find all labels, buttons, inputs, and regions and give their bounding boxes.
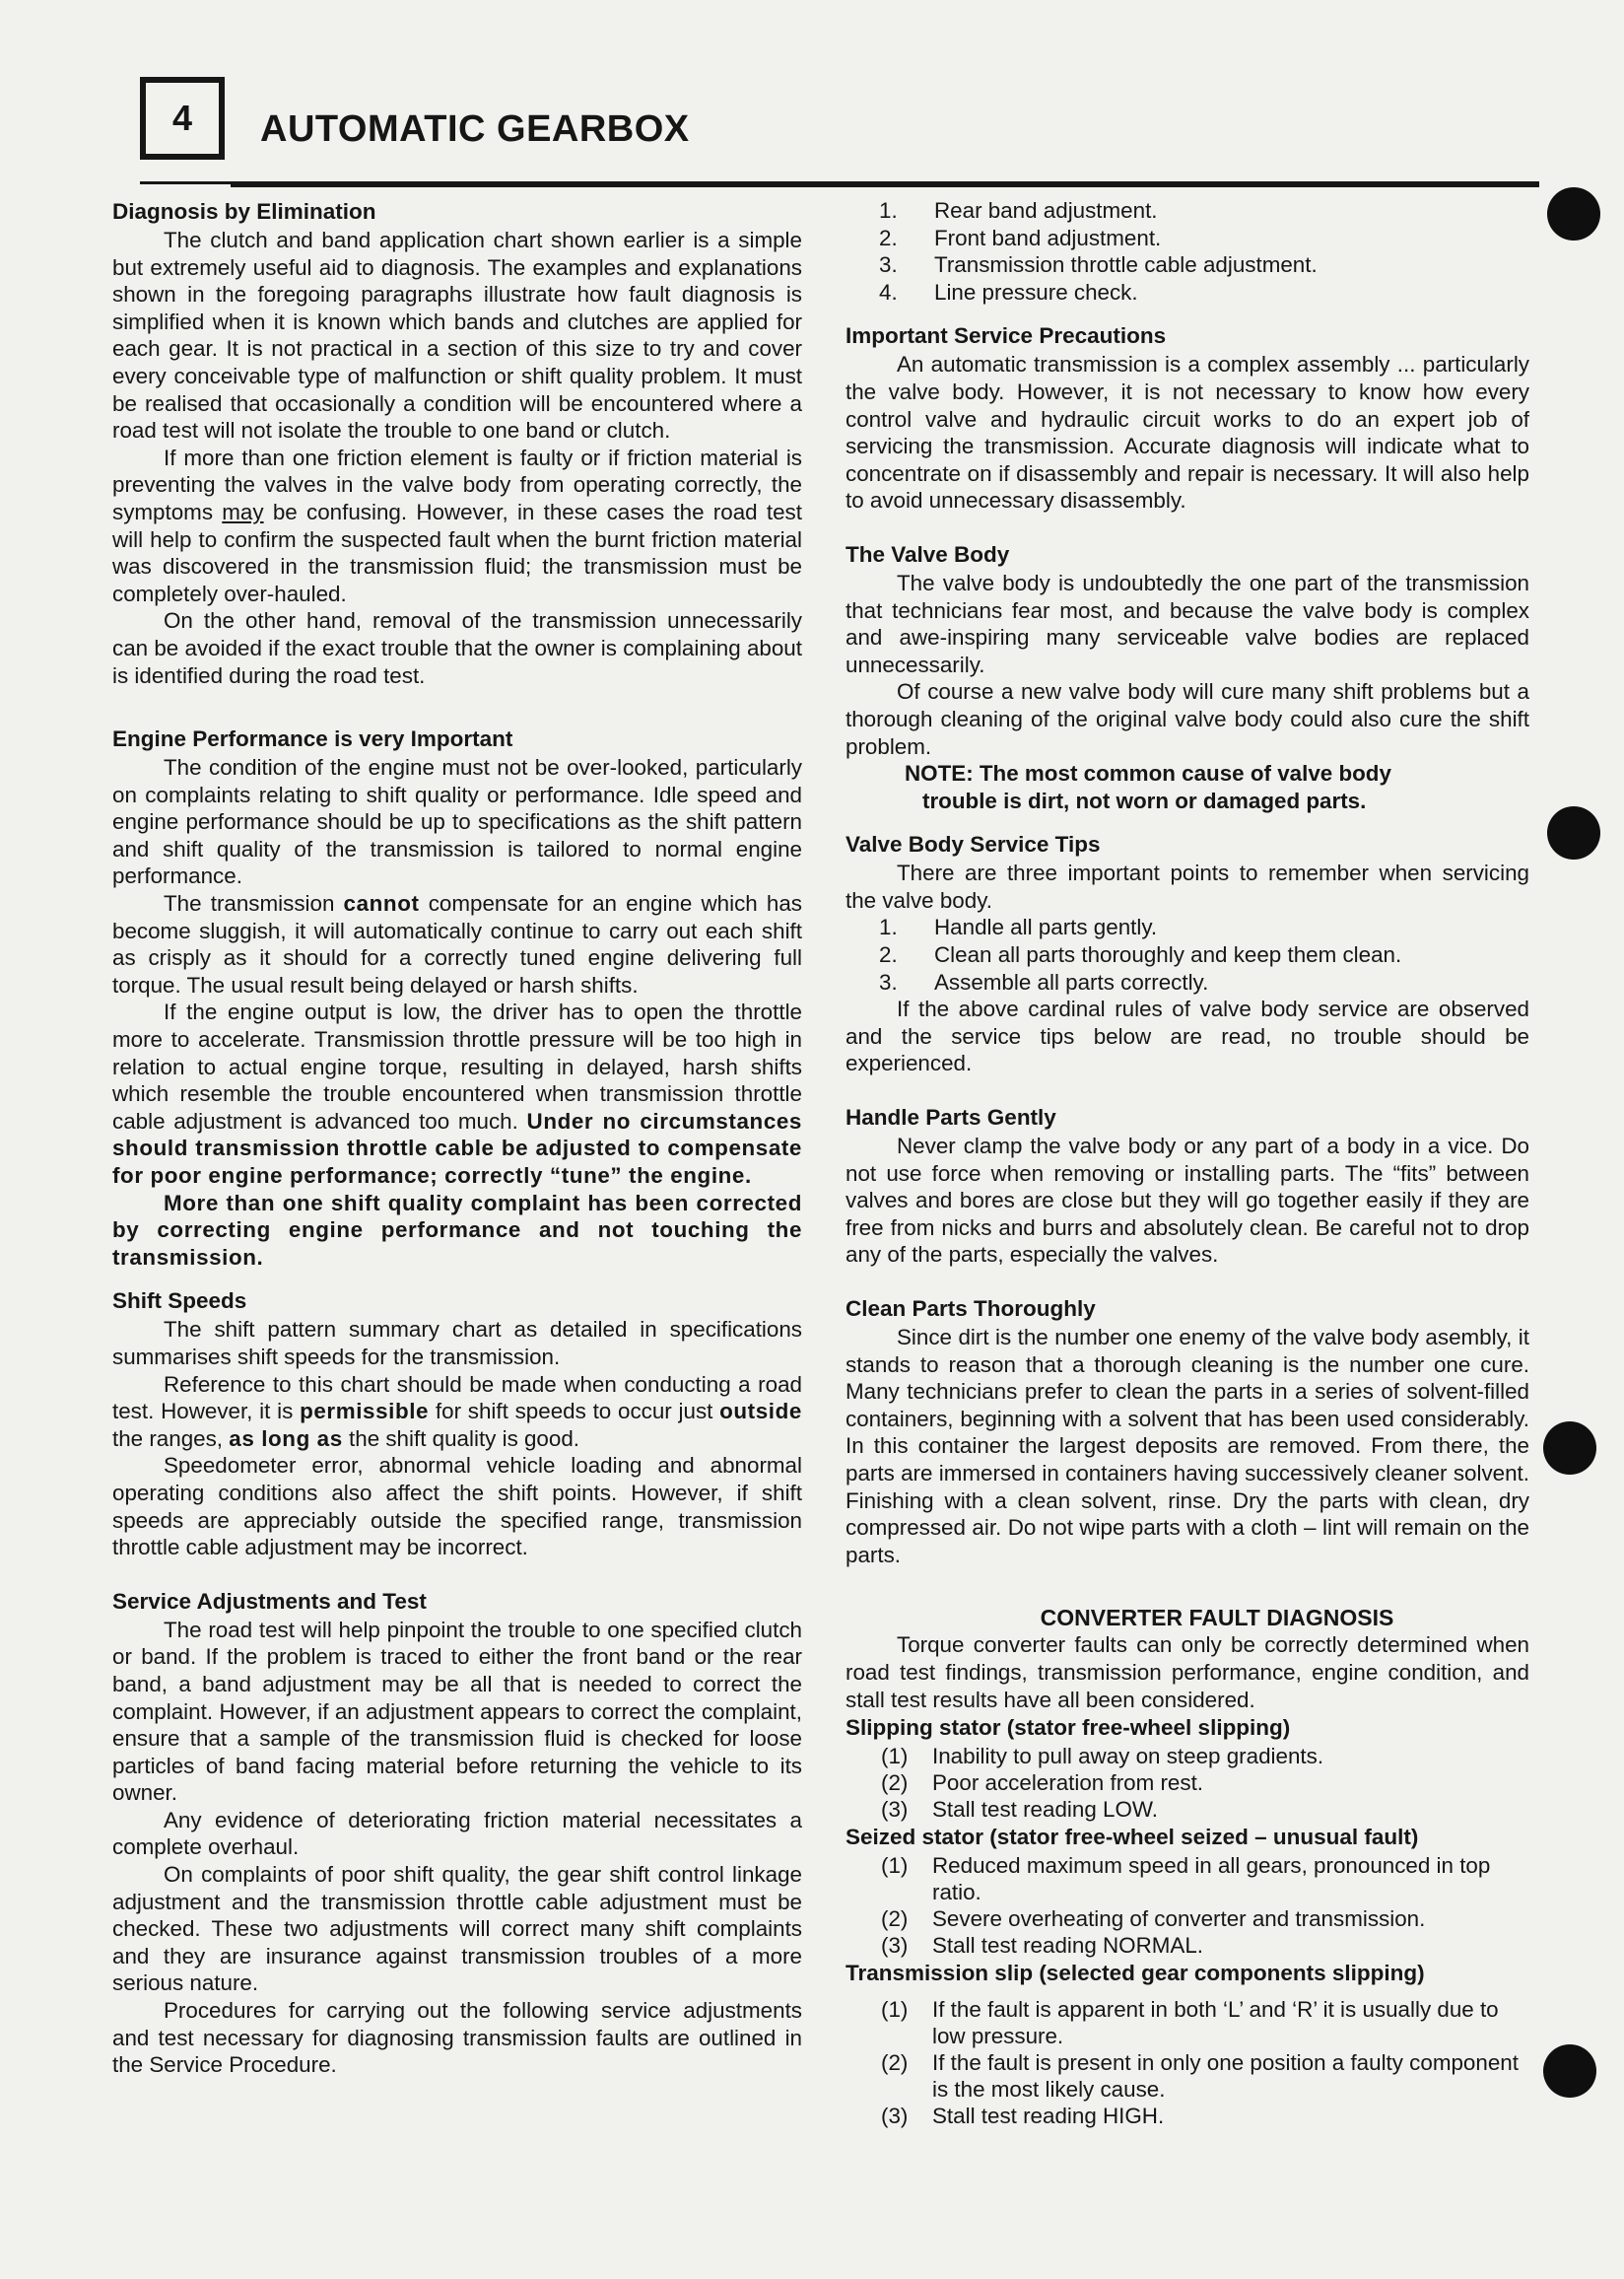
paragraph: Never clamp the valve body or any part of a body in a vice. Do not use force when removing or installing parts. The “fits” between valves and bores are close but they will go together easily if they are free from nicks and burrs and absolutely clean. Be careful not to drop any of the parts, especially the valves.: [846, 1134, 1529, 1268]
paragraph: If the engine output is low, the driver has to open the throttle more to accelerate. Transmission throttle pressure will be too high in relation to actual engine torque, resulting in delayed, harsh shifts which resemble the trouble encountered when transmission throttle cable adjustment is advanced too much. Under no circumstances should transmission throttle cable be adjusted to compensate for poor engine performance; correctly “tune” the engine.: [112, 1000, 802, 1188]
paragraph: On complaints of poor shift quality, the gear shift control linkage adjustment and the transmission throttle cable adjustment must be checked. These two adjustments will correct many shift complaints and they are insurance against transmission troubles of a more serious nature.: [112, 1862, 802, 1996]
right-column: [846, 197, 1529, 2129]
heading-valve-body: The Valve Body: [846, 541, 1010, 567]
list-item: (3) Stall test reading LOW.: [881, 1797, 1158, 1823]
list-item: 1. Handle all parts gently.: [879, 915, 1158, 940]
emphasis: Under no circumstances should transmission throttle cable be adjusted to compensate for poor engine performance; correctly “tune” the engine.: [112, 1108, 802, 1188]
list-item: 3. Transmission throttle cable adjustment.: [879, 252, 1318, 278]
paragraph: Reference to this chart should be made when conducting a road test. However, it is permissible for shift speeds to occur just outside the ranges, as long as the shift quality is good.: [112, 1371, 802, 1451]
paragraph: If more than one friction element is faulty or if friction material is preventing the valves in the valve body from operating correctly, the symptoms may be confusing. However, in these cases the road test will help to confirm the suspected fault when the burnt friction material was discovered in the transmission fluid; the transmission must be completely over-hauled.: [112, 445, 802, 606]
paragraph: Any evidence of deteriorating friction material necessitates a complete overhaul.: [112, 1807, 802, 1860]
binder-hole-4: [1543, 2044, 1596, 2098]
paragraph: The shift pattern summary chart as detailed in specifications summarises shift speeds for the transmission.: [112, 1317, 802, 1369]
paragraph: The transmission cannot compensate for an engine which has become sluggish, it will automatically continue to carry out each shift as crisply as it should for a correctly tuned engine delivering full torque. The usual result being delayed or harsh shifts.: [112, 891, 802, 998]
chapter-number-box: [140, 77, 225, 160]
emphasis: cannot: [343, 891, 420, 917]
paragraph: On the other hand, removal of the transmission unnecessarily can be avoided if the exact trouble that the owner is complaining about is identified during the road test.: [112, 608, 802, 688]
list-item: (2) Severe overheating of converter and transmission.: [881, 1906, 1426, 1932]
list-item: 4. Line pressure check.: [879, 279, 1138, 305]
paragraph: Torque converter faults can only be correctly determined when road test findings, transmission performance, engine condition, and stall test results have all been considered.: [846, 1632, 1529, 1712]
emphasis: outside: [719, 1399, 802, 1424]
paragraph: The valve body is undoubtedly the one part of the transmission that technicians fear most, and because the valve body is complex and awe-inspiring many serviceable valve bodies are replaced unnecessarily.: [846, 570, 1529, 677]
heading-slipping-stator: Slipping stator (stator free-wheel slipping): [846, 1715, 1291, 1741]
binder-hole-2: [1547, 806, 1600, 860]
header-rule-left: [140, 181, 231, 184]
list-item: (3) Stall test reading HIGH.: [881, 2104, 1165, 2129]
heading-engine-performance: Engine Performance is very Important: [112, 726, 513, 752]
paragraph: Of course a new valve body will cure many shift problems but a thorough cleaning of the original valve body could also cure the shift problem.: [846, 679, 1529, 759]
binder-hole-1: [1547, 187, 1600, 241]
heading-precautions: Important Service Precautions: [846, 323, 1167, 349]
heading-converter-fault: CONVERTER FAULT DIAGNOSIS: [1040, 1605, 1394, 1631]
heading-diagnosis: Diagnosis by Elimination: [112, 199, 376, 224]
chapter-number: 4: [171, 98, 193, 138]
paragraph: There are three important points to remember when servicing the valve body.: [846, 861, 1529, 913]
list-item: (1) Inability to pull away on steep gradients.: [881, 1744, 1324, 1769]
paragraph: The condition of the engine must not be over-looked, particularly on complaints relating to shift quality or performance. Idle speed and engine performance should be up to specifications as the shift pattern and shift quality of the transmission is tailored to normal engine performance.: [112, 755, 802, 889]
list-item: 2. Clean all parts thoroughly and keep them clean.: [879, 942, 1402, 968]
heading-handle-parts: Handle Parts Gently: [846, 1105, 1056, 1131]
paragraph: Since dirt is the number one enemy of the valve body asembly, it stands to reason that a thorough cleaning is the number one cure. Many technicians prefer to clean the parts in a series of solvent-filled containers, beginning with a solvent that has been used considerably. In this container the largest deposits are removed. From there, the parts are immersed in containers having successively cleaner solvent. Finishing with a clean solvent, rinse. Dry the parts with clean, dry compressed air. Do not wipe parts with a cloth – lint will remain on the parts.: [846, 1325, 1529, 1567]
list-item: 1. Rear band adjustment.: [879, 198, 1158, 223]
binder-hole-3: [1543, 1421, 1596, 1475]
list-item: (1) If the fault is apparent in both ‘L’ and ‘R’ it is usually due to low pressure.: [881, 1997, 1499, 2049]
heading-seized-stator: Seized stator (stator free-wheel seized – unusual fault): [846, 1825, 1419, 1850]
list-item: (2) If the fault is present in only one position a faulty component is the most likely cause.: [881, 2050, 1519, 2103]
note: NOTE: The most common cause of valve body trouble is dirt, not worn or damaged parts.: [905, 761, 1391, 813]
list-item: (2) Poor acceleration from rest.: [881, 1770, 1204, 1796]
tips-list: [846, 914, 1529, 996]
paragraph: If the above cardinal rules of valve body service are observed and the service tips below are read, no trouble should be experienced.: [846, 997, 1529, 1076]
heading-service-tips: Valve Body Service Tips: [846, 832, 1101, 858]
seized-list: [846, 1852, 1529, 1959]
emphasis: More than one shift quality complaint has been corrected by correcting engine performance and not touching the transmission.: [112, 1190, 802, 1270]
emphasis: permissible: [300, 1399, 430, 1424]
paragraph: Speedometer error, abnormal vehicle loading and abnormal operating conditions also affect the shift points. However, if shift speeds are appreciably outside the specified range, transmission throttle cable adjustment may be incorrect.: [112, 1453, 802, 1560]
adjustment-list: [846, 197, 1529, 306]
transmission-slip-list: [846, 1996, 1529, 2129]
paragraph: The clutch and band application chart shown earlier is a simple but extremely useful aid to diagnosis. The examples and explanations shown in the foregoing paragraphs illustrate how fault diagnosis is simplified when it is known which bands and clutches are applied for each gear. It is not practical in a section of this size to try and cover every conceivable type of malfunction or shift quality problem. It must be realised that occasionally a condition will be encountered where a road test will not isolate the trouble to one band or clutch.: [112, 228, 802, 444]
heading-transmission-slip: Transmission slip (selected gear components slipping): [846, 1961, 1425, 1986]
emphasis: as long as: [229, 1425, 343, 1451]
paragraph: An automatic transmission is a complex assembly ... particularly the valve body. However, it is not necessary to know how every control valve and hydraulic circuit works to do an expert job of servicing the transmission. Accurate diagnosis will indicate what to concentrate on if disassembly and repair is necessary. It will also help to avoid unnecessary disassembly.: [846, 352, 1529, 514]
heading-service-adjustments: Service Adjustments and Test: [112, 1588, 427, 1614]
underlined-word: may: [222, 499, 264, 524]
list-item: (3) Stall test reading NORMAL.: [881, 1933, 1204, 1959]
header-rule: [231, 181, 1539, 187]
left-column: [112, 197, 802, 2079]
paragraph: [112, 1190, 802, 1272]
list-item: (1) Reduced maximum speed in all gears, pronounced in top ratio.: [881, 1853, 1491, 1905]
paragraph: The road test will help pinpoint the trouble to one specified clutch or band. If the problem is traced to either the front band or the rear band, a band adjustment may be all that is needed to correct the complaint. However, if an adjustment appears to correct the complaint, ensure that a sample of the transmission fluid is checked for loose particles of band facing material before returning the vehicle to its owner.: [112, 1617, 802, 1806]
paragraph: Procedures for carrying out the following service adjustments and test necessary for diagnosing transmission faults are outlined in the Service Procedure.: [112, 1998, 802, 2078]
heading-shift-speeds: Shift Speeds: [112, 1288, 247, 1314]
list-item: 3. Assemble all parts correctly.: [879, 969, 1209, 995]
list-item: 2. Front band adjustment.: [879, 225, 1162, 250]
heading-clean-parts: Clean Parts Thoroughly: [846, 1296, 1096, 1321]
chapter-title: AUTOMATIC GEARBOX: [260, 108, 690, 150]
slipping-list: [846, 1743, 1529, 1823]
